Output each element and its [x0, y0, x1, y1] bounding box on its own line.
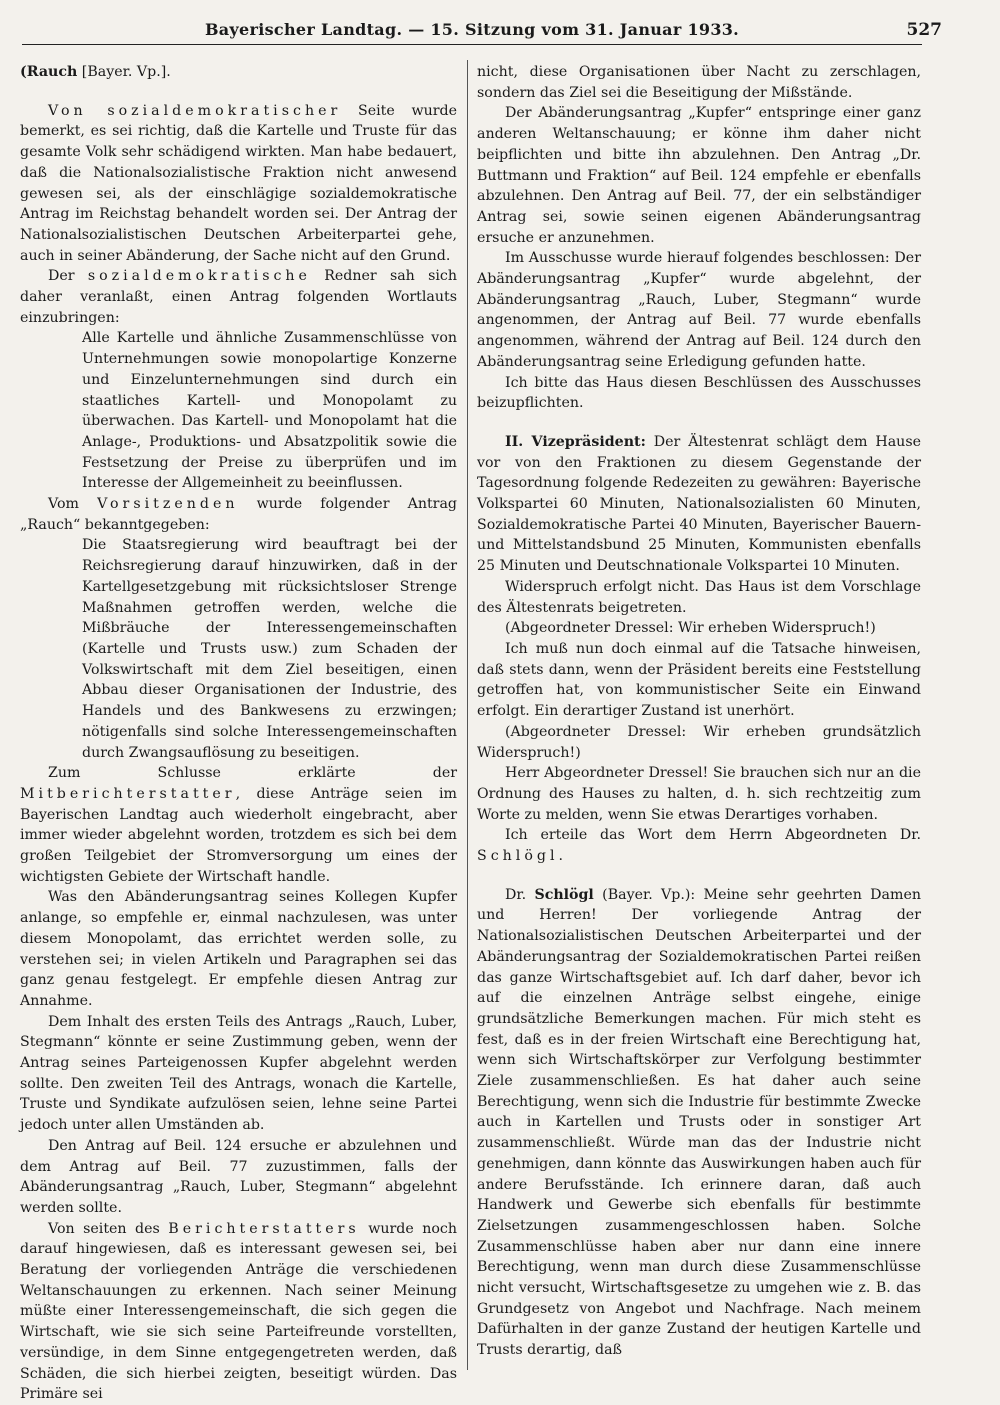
- left-column: [20, 62, 457, 1403]
- column-divider: [467, 60, 468, 1370]
- motion-quote: Die Staatsregierung wird beauftragt bei der Reichsregierung darauf hinzuwirken, daß in der Kartellgesetzgebung mit rücksichtsloser Strenge Maßnahmen getroffen werden, welche die Mißbräuche der Interessengemeinschaften (Kartelle und Trusts usw.) zum Schaden der Volkswirtschaft mit dem Ziel beseitigen, einen Abbau dieser Organisationen der Industrie, des Handels und des Bankwesens zu erzwingen; nötigenfalls sind solche Interessengemeinschaften durch Zwangsauflösung zu beseitigen.: [82, 537, 457, 761]
- paragraph: Von sozialdemokratischer Seite wurde bemerkt, es sei richtig, daß die Kartelle und Truste für das gesamte Volk sehr schädigend wirkten. Man habe bedauert, daß die Nationalsozialistische Fraktion nicht anwesend gewesen sei, als der einschlägige sozialdemokratische Antrag im Reichstag behandelt worden sei. Der Antrag der Nationalsozialistischen Deutschen Arbeiterpartei gehe, auch in seiner Abänderung, der Sache nicht auf den Grund.: [20, 102, 457, 264]
- paragraph: Ich erteile das Wort dem Herrn Abgeordneten Dr. Schlögl.: [477, 827, 921, 865]
- running-title: Bayerischer Landtag. — 15. Sitzung vom 31. Januar 1933.: [204, 20, 740, 39]
- speaker-line: [20, 62, 457, 83]
- paragraph: Herr Abgeordneter Dressel! Sie brauchen sich nur an die Ordnung des Hauses zu halten, d. h. sich rechtzeitig zum Worte zu melden, wenn Sie etwas Derartiges vorhaben.: [477, 765, 921, 823]
- paragraph: Zum Schlusse erklärte der Mitberichterstatter, diese Anträge seien im Bayerischen Landtag auch wiederholt eingebracht, aber immer wieder abgelehnt worden, trotzdem es sich bei dem großen Teilgebiet der Stromversorgung um eines der wichtigsten Gebiete der Wirtschaft handle.: [20, 765, 457, 885]
- interjection: (Abgeordneter Dressel: Wir erheben grundsätzlich Widerspruch!): [477, 723, 921, 761]
- speaker-name: Schlögl: [534, 886, 594, 903]
- page-header: [22, 18, 942, 45]
- paragraph: Was den Abänderungsantrag seines Kollegen Kupfer anlange, so empfehle er, einmal nachzulesen, was unter diesem Monopolamt, das errichtet werden solle, zu verstehen sei; in vielen Artikeln und Paragraphen sei das ganz genau festgelegt. Er empfehle diesen Antrag zur Annahme.: [20, 889, 457, 1009]
- speaker-name: (Rauch: [20, 64, 78, 80]
- paragraph: Von seiten des Berichterstatters wurde noch darauf hingewiesen, daß es interessant gewesen sei, bei Beratung der vorliegenden Anträge die verschiedenen Weltanschauungen zu erkennen. Nach seiner Meinung müßte einer Interessengemeinschaft, die sich gegen die Wirtschaft, wie sie sich seine Parteifreunde vorstellten, versündige, in dem Sinne entgegengetreten werden, daß Schäden, die sich hierbei zeigten, beseitigt würden. Das Primäre sei: [20, 1220, 457, 1403]
- vice-president-statement: II. Vizepräsident: Der Ältestenrat schlägt dem Hause vor von den Fraktionen zu diesem Gegenstande der Tagesordnung folgende Redezeiten zu gewähren: Bayerische Volkspartei 60 Minuten, Nationalsozialisten 60 Minuten, Sozialdemokratische Partei 40 Minuten, Bayerischer Bauern- und Mittelstandsbund 25 Minuten, Kommunisten ebenfalls 25 Minuten und Deutschnationale Volkspartei 10 Minuten.: [477, 433, 921, 575]
- paragraph: Der sozialdemokratische Redner sah sich daher veranlaßt, einen Antrag folgenden Wortlauts einzubringen:: [20, 268, 457, 326]
- paragraph: Widerspruch erfolgt nicht. Das Haus ist dem Vorschlage des Ältestenrats beigetreten.: [477, 578, 921, 616]
- paragraph: nicht, diese Organisationen über Nacht zu zerschlagen, sondern das Ziel sei die Beseitigung der Mißstände.: [477, 64, 921, 101]
- vice-president-label: II. Vizepräsident:: [505, 433, 646, 450]
- speaker-party: [Bayer. Vp.].: [77, 64, 171, 80]
- page-number: 527: [906, 20, 942, 40]
- right-column: [477, 62, 921, 1388]
- paragraph: Dem Inhalt des ersten Teils des Antrags „Rauch, Luber, Stegmann“ könnte er seine Zustimmung geben, wenn der Antrag seines Parteigenossen Kupfer abgelehnt werden sollte. Den zweiten Teil des Antrags, wonach die Kartelle, Truste und Syndikate aufzulösen seien, lehne seine Partei jedoch unter allen Umständen ab.: [20, 1013, 457, 1134]
- paragraph: Ich muß nun doch einmal auf die Tatsache hinweisen, daß stets dann, wenn der Präsident bereits eine Feststellung getroffen hat, von kommunistischer Seite ein Einwand erfolgt. Ein derartiger Zustand ist unerhört.: [477, 640, 921, 720]
- speech-schloegl: Dr. Schlögl (Bayer. Vp.): Meine sehr geehrten Damen und Herren! Der vorliegende Antrag der Nationalsozialistischen Deutschen Arbeiterpartei und der Abänderungsantrag der Sozialdemokratischen Partei reißen das ganze Wirtschaftsgebiet auf. Ich darf daher, bevor ich auf die einzelnen Anträge selbst eingehe, einige grundsätzliche Bemerkungen machen. Für mich steht es fest, daß es in der freien Wirtschaft eine Berechtigung hat, wenn sich Wirtschaftskörper zur Verfolgung bestimmter Ziele zusammenschließen. Es hat daher auch seine Berechtigung, wenn sich die Industrie für bestimmte Zwecke auch in Kartellen und Trusts oder in sonstiger Art zusammenschließt. Würde man das der Industrie nicht genehmigen, dann könnte das Auswirkungen haben auch für andere Berufsstände. Ich erinnere daran, daß auch Handwerk und Gewerbe sich ebenfalls für bestimmte Zielsetzungen zusammengeschlossen haben. Solche Zusammenschlüsse haben aber nur dann eine innere Berechtigung, wenn man durch diese Zusammenschlüsse nicht versucht, Wirtschaftsgesetze zu umgehen wie z. B. das Grundgesetz von Angebot und Nachfrage. Nach meinem Dafürhalten in der ganze Zustand der heutigen Kartelle und Trusts derartig, daß: [477, 886, 921, 1359]
- paragraph: Im Ausschusse wurde hierauf folgendes beschlossen: Der Abänderungsantrag „Kupfer“ wurde abgelehnt, der Abänderungsantrag „Rauch, Luber, Stegmann“ wurde angenommen, der Antrag auf Beil. 77 wurde ebenfalls angenommen, während der Antrag auf Beil. 124 durch den Abänderungsantrag seine Erledigung gefunden hatte.: [477, 250, 921, 370]
- paragraph: Der Abänderungsantrag „Kupfer“ entspringe einer ganz anderen Weltanschauung; er könne ihm daher nicht beipflichten und bitte ihn abzulehnen. Den Antrag „Dr. Buttmann und Fraktion“ auf Beil. 124 empfehle er ebenfalls abzulehnen. Den Antrag auf Beil. 77, der ein selbständiger Antrag sei, sowie seinen eigenen Abänderungsantrag ersuche er anzunehmen.: [477, 105, 921, 246]
- motion-quote: Alle Kartelle und ähnliche Zusammenschlüsse von Unternehmungen sowie monopolartige Konzerne und Einzelunternehmungen sind durch ein staatliches Kartell- und Monopolamt zu überwachen. Das Kartell- und Monopolamt hat die Anlage-, Produktions- und Absatzpolitik sowie die Festsetzung der Preise zu überprüfen und im Interesse der Allgemeinheit zu beeinflussen.: [82, 330, 457, 492]
- paragraph: Ich bitte das Haus diesen Beschlüssen des Ausschusses beizupflichten.: [477, 374, 921, 412]
- paragraph: Den Antrag auf Beil. 124 ersuche er abzulehnen und dem Antrag auf Beil. 77 zuzustimmen, falls der Abänderungsantrag „Rauch, Luber, Stegmann“ abgelehnt werden sollte.: [20, 1137, 457, 1216]
- paragraph: Vom Vorsitzenden wurde folgender Antrag „Rauch“ bekanntgegeben:: [20, 496, 457, 533]
- interjection: (Abgeordneter Dressel: Wir erheben Widerspruch!): [505, 620, 876, 637]
